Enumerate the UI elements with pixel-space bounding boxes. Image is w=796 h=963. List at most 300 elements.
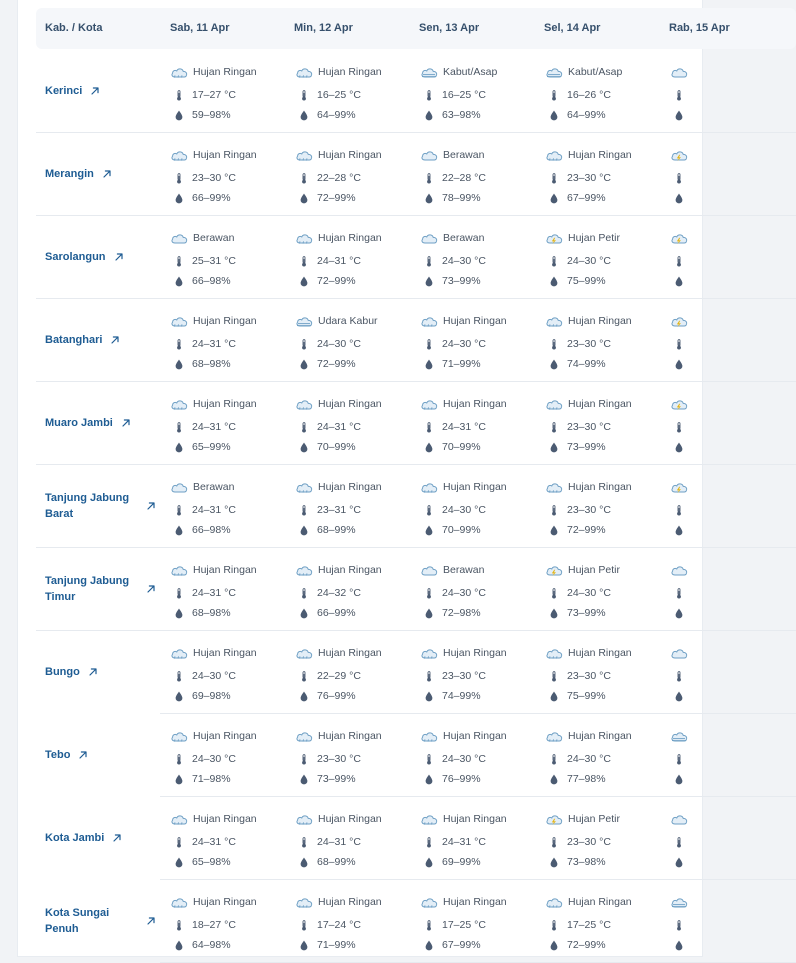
table-row xyxy=(36,133,796,216)
temperature-line xyxy=(670,752,692,766)
thermometer-icon xyxy=(175,256,183,267)
cloud-rain-icon xyxy=(420,647,438,659)
temperature-range: 23–30 °C xyxy=(192,172,236,184)
weather-line xyxy=(670,895,693,909)
forecast-cell xyxy=(285,880,410,962)
thermometer-icon xyxy=(425,671,433,682)
temperature-line xyxy=(295,752,361,766)
temperature-line xyxy=(295,586,361,600)
humidity-range: 72–99% xyxy=(317,275,356,287)
temperature-line xyxy=(170,669,236,683)
weather-label: Hujan Ringan xyxy=(443,481,507,493)
humidity-range: 68–99% xyxy=(317,524,356,536)
cloud-rain-icon xyxy=(295,730,313,742)
weather-label: Hujan Ringan xyxy=(318,149,382,161)
humidity-drop-icon xyxy=(675,276,683,287)
weather-label: Hujan Ringan xyxy=(193,66,257,78)
table-row xyxy=(36,714,796,797)
location-link[interactable] xyxy=(45,415,156,431)
header-day-3: Sen, 13 Apr xyxy=(419,22,480,34)
weather-line xyxy=(545,231,620,245)
humidity-range: 68–98% xyxy=(192,607,231,619)
cloud-icon xyxy=(420,149,438,161)
temperature-range: 24–31 °C xyxy=(317,421,361,433)
weather-line xyxy=(670,314,693,328)
cloud-rain-icon xyxy=(170,647,188,659)
temperature-range: 16–26 °C xyxy=(567,89,611,101)
humidity-line xyxy=(670,606,692,620)
location-name: Kota Jambi xyxy=(45,832,105,844)
forecast-cell xyxy=(160,382,285,464)
temperature-line xyxy=(545,586,611,600)
forecast-cell xyxy=(660,714,785,796)
location-link[interactable] xyxy=(45,747,156,763)
forecast-cell xyxy=(660,465,785,547)
weather-label: Berawan xyxy=(443,149,485,161)
forecast-cell xyxy=(535,714,660,796)
humidity-drop-icon xyxy=(175,525,183,536)
weather-label: Hujan Ringan xyxy=(193,564,257,576)
external-link-icon xyxy=(146,916,156,926)
temperature-line xyxy=(670,88,692,102)
weather-line xyxy=(295,231,382,245)
humidity-drop-icon xyxy=(675,359,683,370)
humidity-range: 68–98% xyxy=(192,358,231,370)
location-link[interactable] xyxy=(45,830,156,846)
humidity-drop-icon xyxy=(300,774,308,785)
humidity-range: 76–99% xyxy=(317,690,356,702)
humidity-range: 74–99% xyxy=(442,690,481,702)
forecast-table xyxy=(36,8,730,956)
humidity-line xyxy=(545,191,606,205)
table-row xyxy=(36,465,796,548)
weather-label: Udara Kabur xyxy=(318,315,378,327)
temperature-line xyxy=(420,88,486,102)
temperature-line xyxy=(295,669,361,683)
location-link[interactable] xyxy=(45,249,156,265)
weather-line xyxy=(170,314,257,328)
temperature-line xyxy=(295,420,361,434)
humidity-range: 64–98% xyxy=(192,939,231,951)
thermometer-icon xyxy=(550,339,558,350)
forecast-cell xyxy=(285,797,410,879)
forecast-cell xyxy=(535,50,660,132)
thermometer-icon xyxy=(300,754,308,765)
weather-label: Berawan xyxy=(193,232,235,244)
location-name: Bungo xyxy=(45,666,80,678)
forecast-cell xyxy=(410,880,535,962)
humidity-drop-icon xyxy=(550,857,558,868)
humidity-drop-icon xyxy=(550,525,558,536)
location-link[interactable] xyxy=(45,332,156,348)
humidity-line xyxy=(295,108,356,122)
cloud-rain-icon xyxy=(170,730,188,742)
weather-line xyxy=(295,895,382,909)
temperature-line xyxy=(170,918,236,932)
thermometer-icon xyxy=(175,422,183,433)
humidity-drop-icon xyxy=(425,110,433,121)
weather-line xyxy=(545,563,620,577)
humidity-range: 73–99% xyxy=(442,275,481,287)
location-cell xyxy=(36,299,160,381)
temperature-line xyxy=(295,337,361,351)
humidity-range: 67–99% xyxy=(442,939,481,951)
table-header xyxy=(36,8,796,49)
weather-line xyxy=(545,148,632,162)
humidity-range: 76–99% xyxy=(442,773,481,785)
weather-line xyxy=(670,812,693,826)
weather-line xyxy=(295,729,382,743)
weather-line xyxy=(545,397,632,411)
header-day-4: Sel, 14 Apr xyxy=(544,22,601,34)
cloud-rain-icon xyxy=(295,232,313,244)
temperature-line xyxy=(670,835,692,849)
humidity-drop-icon xyxy=(425,691,433,702)
weather-line xyxy=(420,895,507,909)
location-cell xyxy=(36,714,160,796)
location-link[interactable] xyxy=(45,573,156,605)
weather-line xyxy=(670,646,693,660)
weather-label: Hujan Ringan xyxy=(443,647,507,659)
temperature-line xyxy=(545,835,611,849)
cloud-rain-icon xyxy=(295,149,313,161)
weather-label: Hujan Ringan xyxy=(568,481,632,493)
temperature-range: 22–28 °C xyxy=(317,172,361,184)
table-row xyxy=(36,216,796,299)
humidity-drop-icon xyxy=(675,193,683,204)
weather-label: Kabut/Asap xyxy=(443,66,498,78)
temperature-line xyxy=(170,752,236,766)
table-row xyxy=(36,797,796,880)
thermometer-icon xyxy=(300,173,308,184)
temperature-line xyxy=(545,918,611,932)
thermometer-icon xyxy=(550,422,558,433)
humidity-drop-icon xyxy=(675,608,683,619)
weather-label: Hujan Ringan xyxy=(443,315,507,327)
cloud-icon xyxy=(420,232,438,244)
humidity-drop-icon xyxy=(675,525,683,536)
humidity-drop-icon xyxy=(300,442,308,453)
humidity-range: 69–99% xyxy=(442,856,481,868)
location-link[interactable] xyxy=(45,664,156,680)
forecast-cell xyxy=(160,465,285,547)
table-row xyxy=(36,50,796,133)
temperature-range: 18–27 °C xyxy=(192,919,236,931)
weather-line xyxy=(170,65,257,79)
location-cell xyxy=(36,50,160,132)
thermometer-icon xyxy=(175,505,183,516)
temperature-range: 17–25 °C xyxy=(567,919,611,931)
cloud-rain-icon xyxy=(295,398,313,410)
humidity-range: 74–99% xyxy=(567,358,606,370)
humidity-line xyxy=(670,523,692,537)
external-link-icon xyxy=(146,584,156,594)
temperature-range: 16–25 °C xyxy=(317,89,361,101)
cloud-rain-icon xyxy=(420,398,438,410)
thermometer-icon xyxy=(300,920,308,931)
humidity-range: 71–98% xyxy=(192,773,231,785)
weather-line xyxy=(170,231,234,245)
weather-line xyxy=(420,812,507,826)
location-cell xyxy=(36,797,160,879)
location-name: Batanghari xyxy=(45,334,103,346)
cloud-rain-icon xyxy=(420,730,438,742)
humidity-range: 73–99% xyxy=(567,607,606,619)
humidity-drop-icon xyxy=(300,940,308,951)
cloud-lightning-icon xyxy=(670,481,688,493)
weather-line xyxy=(420,65,497,79)
humidity-range: 66–98% xyxy=(192,524,231,536)
humidity-range: 70–99% xyxy=(317,441,356,453)
location-name: Muaro Jambi xyxy=(45,417,113,429)
weather-line xyxy=(295,65,382,79)
temperature-line xyxy=(170,254,236,268)
location-link[interactable] xyxy=(45,83,156,99)
temperature-range: 24–30 °C xyxy=(442,255,486,267)
humidity-drop-icon xyxy=(550,193,558,204)
weather-label: Hujan Ringan xyxy=(318,896,382,908)
weather-line xyxy=(420,563,484,577)
humidity-range: 64–99% xyxy=(567,109,606,121)
cloud-rain-icon xyxy=(170,315,188,327)
humidity-range: 75–99% xyxy=(567,690,606,702)
humidity-line xyxy=(420,523,481,537)
forecast-cell xyxy=(535,216,660,298)
cloud-rain-icon xyxy=(295,66,313,78)
temperature-range: 24–30 °C xyxy=(442,587,486,599)
cloud-rain-icon xyxy=(170,813,188,825)
humidity-drop-icon xyxy=(550,691,558,702)
humidity-line xyxy=(295,938,356,952)
humidity-drop-icon xyxy=(175,276,183,287)
weather-line xyxy=(670,148,693,162)
forecast-cell xyxy=(160,880,285,962)
temperature-line xyxy=(420,835,486,849)
forecast-cell xyxy=(410,299,535,381)
humidity-line xyxy=(545,855,606,869)
temperature-range: 23–30 °C xyxy=(567,172,611,184)
temperature-line xyxy=(420,171,486,185)
humidity-line xyxy=(295,191,356,205)
location-cell xyxy=(36,548,160,630)
humidity-line xyxy=(170,191,231,205)
location-cell xyxy=(36,880,160,962)
temperature-range: 24–30 °C xyxy=(567,255,611,267)
weather-line xyxy=(295,646,382,660)
humidity-range: 67–99% xyxy=(567,192,606,204)
weather-label: Hujan Ringan xyxy=(443,813,507,825)
weather-label: Hujan Ringan xyxy=(443,730,507,742)
humidity-line xyxy=(295,357,356,371)
humidity-line xyxy=(295,523,356,537)
humidity-range: 59–98% xyxy=(192,109,231,121)
forecast-cell xyxy=(535,631,660,713)
cloud-rain-icon xyxy=(295,896,313,908)
humidity-line xyxy=(170,440,231,454)
temperature-line xyxy=(170,337,236,351)
temperature-line xyxy=(295,835,361,849)
temperature-line xyxy=(545,337,611,351)
external-link-icon xyxy=(121,418,131,428)
location-name: Sarolangun xyxy=(45,251,106,263)
weather-line xyxy=(420,314,507,328)
thermometer-icon xyxy=(175,671,183,682)
humidity-line xyxy=(670,357,692,371)
header-day-1: Sab, 11 Apr xyxy=(170,22,230,34)
humidity-range: 71–99% xyxy=(442,358,481,370)
humidity-range: 72–99% xyxy=(567,524,606,536)
thermometer-icon xyxy=(675,754,683,765)
temperature-range: 24–30 °C xyxy=(192,670,236,682)
cloud-icon xyxy=(670,66,688,78)
weather-label: Kabut/Asap xyxy=(568,66,623,78)
weather-label: Hujan Ringan xyxy=(443,896,507,908)
humidity-drop-icon xyxy=(425,276,433,287)
thermometer-icon xyxy=(300,671,308,682)
weather-label: Hujan Ringan xyxy=(318,564,382,576)
humidity-line xyxy=(170,855,231,869)
weather-label: Hujan Ringan xyxy=(568,647,632,659)
weather-line xyxy=(170,480,234,494)
location-link[interactable] xyxy=(45,490,156,522)
temperature-line xyxy=(545,420,611,434)
thermometer-icon xyxy=(300,90,308,101)
temperature-range: 25–31 °C xyxy=(192,255,236,267)
forecast-card xyxy=(18,0,730,956)
humidity-drop-icon xyxy=(175,857,183,868)
weather-label: Berawan xyxy=(193,481,235,493)
forecast-cell xyxy=(660,797,785,879)
temperature-line xyxy=(295,918,361,932)
humidity-line xyxy=(670,938,692,952)
humidity-range: 72–99% xyxy=(567,939,606,951)
table-row xyxy=(36,631,796,714)
forecast-cell xyxy=(535,133,660,215)
humidity-drop-icon xyxy=(175,608,183,619)
temperature-line xyxy=(295,88,361,102)
humidity-drop-icon xyxy=(550,359,558,370)
weather-line xyxy=(295,812,382,826)
forecast-cell xyxy=(535,299,660,381)
location-link[interactable] xyxy=(45,166,156,182)
weather-line xyxy=(670,397,693,411)
cloud-rain-icon xyxy=(420,315,438,327)
temperature-line xyxy=(545,752,611,766)
forecast-cell xyxy=(285,631,410,713)
weather-line xyxy=(670,729,693,743)
thermometer-icon xyxy=(675,173,683,184)
humidity-line xyxy=(545,772,606,786)
location-cell xyxy=(36,631,160,713)
humidity-drop-icon xyxy=(300,359,308,370)
humidity-range: 65–98% xyxy=(192,856,231,868)
cloud-rain-icon xyxy=(295,481,313,493)
humidity-line xyxy=(670,274,692,288)
weather-line xyxy=(420,646,507,660)
forecast-cell xyxy=(660,216,785,298)
temperature-line xyxy=(170,835,236,849)
humidity-drop-icon xyxy=(300,608,308,619)
humidity-range: 77–98% xyxy=(567,773,606,785)
humidity-line xyxy=(420,938,481,952)
weather-label: Hujan Ringan xyxy=(193,730,257,742)
forecast-cell xyxy=(535,465,660,547)
humidity-line xyxy=(420,108,481,122)
thermometer-icon xyxy=(675,671,683,682)
cloud-lightning-icon xyxy=(545,232,563,244)
temperature-range: 23–30 °C xyxy=(567,670,611,682)
temperature-range: 24–31 °C xyxy=(317,836,361,848)
temperature-line xyxy=(420,918,486,932)
humidity-drop-icon xyxy=(175,359,183,370)
thermometer-icon xyxy=(550,588,558,599)
temperature-line xyxy=(170,171,236,185)
temperature-line xyxy=(670,420,692,434)
temperature-range: 24–31 °C xyxy=(192,836,236,848)
forecast-cell xyxy=(410,631,535,713)
humidity-line xyxy=(295,274,356,288)
weather-line xyxy=(170,729,257,743)
cloud-lightning-icon xyxy=(670,149,688,161)
temperature-range: 17–27 °C xyxy=(192,89,236,101)
humidity-line xyxy=(545,440,606,454)
humidity-line xyxy=(170,274,231,288)
weather-label: Hujan Ringan xyxy=(193,647,257,659)
temperature-line xyxy=(420,420,486,434)
humidity-drop-icon xyxy=(550,442,558,453)
humidity-drop-icon xyxy=(300,525,308,536)
location-link[interactable] xyxy=(45,905,156,937)
location-name: Kerinci xyxy=(45,85,83,97)
weather-line xyxy=(420,480,507,494)
cloud-rain-icon xyxy=(545,481,563,493)
forecast-cell xyxy=(160,299,285,381)
weather-label: Hujan Ringan xyxy=(318,813,382,825)
humidity-drop-icon xyxy=(675,940,683,951)
thermometer-icon xyxy=(175,920,183,931)
humidity-range: 73–99% xyxy=(567,441,606,453)
cloud-icon xyxy=(420,564,438,576)
temperature-range: 23–31 °C xyxy=(317,504,361,516)
temperature-line xyxy=(670,669,692,683)
temperature-range: 24–31 °C xyxy=(317,255,361,267)
table-row xyxy=(36,548,796,631)
forecast-cell xyxy=(660,880,785,962)
humidity-line xyxy=(170,938,231,952)
humidity-drop-icon xyxy=(550,110,558,121)
cloud-rain-icon xyxy=(295,564,313,576)
humidity-drop-icon xyxy=(550,276,558,287)
thermometer-icon xyxy=(550,505,558,516)
cloud-rain-icon xyxy=(545,730,563,742)
thermometer-icon xyxy=(300,422,308,433)
humidity-line xyxy=(170,523,231,537)
thermometer-icon xyxy=(425,90,433,101)
header-day-2: Min, 12 Apr xyxy=(294,22,353,34)
humidity-drop-icon xyxy=(425,525,433,536)
thermometer-icon xyxy=(675,505,683,516)
weather-line xyxy=(545,314,632,328)
humidity-range: 72–99% xyxy=(317,358,356,370)
humidity-drop-icon xyxy=(425,608,433,619)
weather-line xyxy=(295,480,382,494)
forecast-cell xyxy=(660,50,785,132)
weather-line xyxy=(170,563,257,577)
forecast-cell xyxy=(285,465,410,547)
cloud-lightning-icon xyxy=(545,813,563,825)
thermometer-icon xyxy=(425,422,433,433)
humidity-line xyxy=(420,440,481,454)
